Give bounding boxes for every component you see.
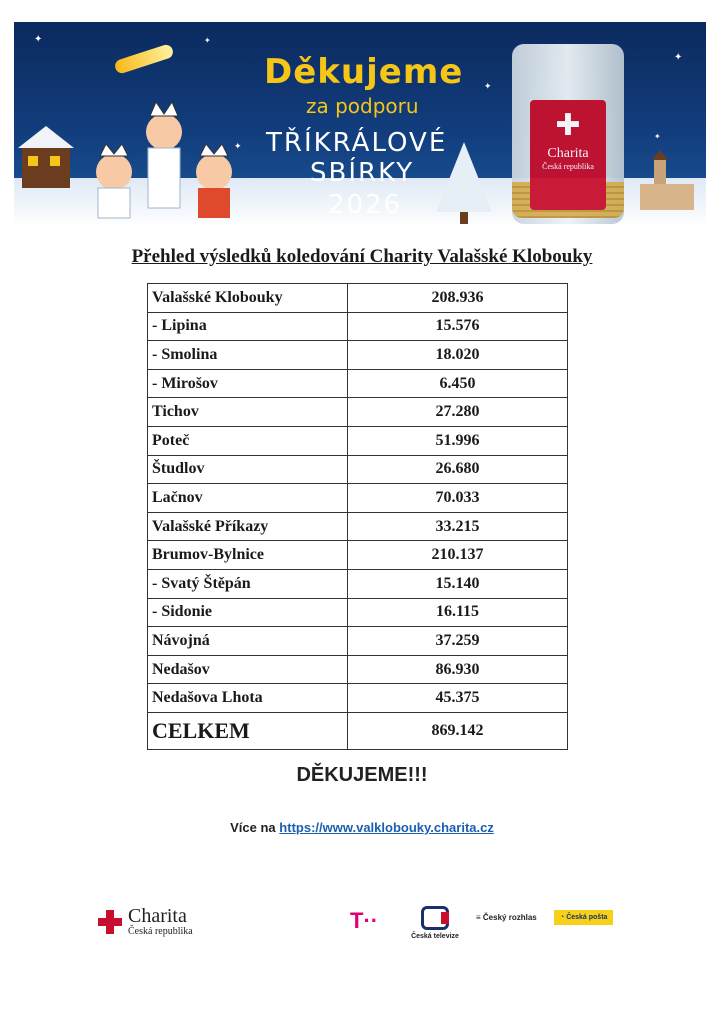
table-row — [148, 627, 568, 656]
charita-cross-icon — [96, 908, 124, 936]
charita-logo: Charita Česká republika — [96, 906, 193, 937]
amount-cell: 15.140 — [348, 569, 568, 598]
ceska-posta-logo: ◔ Česká pošta — [554, 910, 613, 925]
more-prefix: Více na — [230, 820, 276, 835]
telekom-logo: T·· — [350, 908, 379, 933]
place-cell: Brumov-Bylnice — [148, 541, 348, 570]
place-cell: Poteč — [148, 426, 348, 455]
more-info — [0, 820, 724, 835]
amount-cell: 37.259 — [348, 627, 568, 656]
website-link[interactable]: https://www.valklobouky.charita.cz — [279, 820, 494, 835]
banner-year: 2026 — [328, 190, 403, 220]
table-row — [148, 541, 568, 570]
banner-trikralove: TŘÍKRÁLOVÉ — [266, 128, 448, 158]
total-row — [148, 712, 568, 749]
amount-cell: 208.936 — [348, 284, 568, 313]
total-label: CELKEM — [148, 712, 348, 749]
place-cell: Lačnov — [148, 484, 348, 513]
place-cell: Nedašova Lhota — [148, 684, 348, 713]
cesky-rozhlas-logo: ≡ Český rozhlas — [476, 913, 537, 922]
footer-logos — [0, 900, 724, 950]
amount-cell: 27.280 — [348, 398, 568, 427]
amount-cell: 33.215 — [348, 512, 568, 541]
thanks-text: DĚKUJEME!!! — [296, 764, 428, 786]
table-row — [148, 512, 568, 541]
star-icon: ✦ — [234, 142, 242, 152]
table-row — [148, 426, 568, 455]
three-kings-illustration — [84, 92, 254, 222]
table-row — [148, 341, 568, 370]
house-illustration — [18, 122, 74, 192]
church-illustration — [630, 150, 700, 220]
place-cell: - Svatý Štěpán — [148, 569, 348, 598]
table-row — [148, 398, 568, 427]
place-cell: Návojná — [148, 627, 348, 656]
place-cell: - Sidonie — [148, 598, 348, 627]
star-icon: ✦ — [654, 132, 661, 141]
star-icon: ✦ — [204, 36, 211, 45]
page-title: Přehled výsledků koledování Charity Valašské Klobouky — [131, 246, 593, 267]
amount-cell: 16.115 — [348, 598, 568, 627]
star-icon: ✦ — [674, 52, 683, 63]
ceska-televize-logo: Česká televize — [410, 906, 460, 940]
place-cell: Valašské Klobouky — [148, 284, 348, 313]
place-cell: Valašské Příkazy — [148, 512, 348, 541]
table-row — [148, 684, 568, 713]
banner-thanks: Děkujeme — [264, 52, 464, 92]
cr-icon: ≡ — [476, 913, 481, 922]
total-amount: 869.142 — [348, 712, 568, 749]
table-row — [148, 569, 568, 598]
donation-jar — [512, 44, 624, 224]
place-cell: - Mirošov — [148, 369, 348, 398]
place-cell: Študlov — [148, 455, 348, 484]
amount-cell: 70.033 — [348, 484, 568, 513]
amount-cell: 15.576 — [348, 312, 568, 341]
amount-cell: 51.996 — [348, 426, 568, 455]
charita-cross-icon: ✚ — [555, 108, 581, 143]
table-row — [148, 484, 568, 513]
table-row — [148, 312, 568, 341]
place-cell: - Lipina — [148, 312, 348, 341]
results-table — [147, 283, 568, 750]
amount-cell: 210.137 — [348, 541, 568, 570]
table-row — [148, 455, 568, 484]
amount-cell: 45.375 — [348, 684, 568, 713]
place-cell: Nedašov — [148, 655, 348, 684]
amount-cell: 26.680 — [348, 455, 568, 484]
amount-cell: 6.450 — [348, 369, 568, 398]
amount-cell: 18.020 — [348, 341, 568, 370]
amount-cell: 86.930 — [348, 655, 568, 684]
table-row — [148, 284, 568, 313]
ct-icon — [421, 906, 449, 930]
place-cell: Tichov — [148, 398, 348, 427]
horn-icon: ◔ — [560, 914, 565, 921]
star-icon: ✦ — [484, 82, 492, 92]
table-row — [148, 598, 568, 627]
header-banner — [14, 22, 706, 228]
banner-sbirky: SBÍRKY — [310, 158, 415, 188]
table-row — [148, 655, 568, 684]
comet-star-icon — [113, 43, 174, 75]
table-row — [148, 369, 568, 398]
jar-charita-label: ✚ Charita Česká republika — [530, 100, 606, 210]
banner-support: za podporu — [306, 94, 419, 118]
place-cell: - Smolina — [148, 341, 348, 370]
star-icon: ✦ — [34, 34, 43, 45]
